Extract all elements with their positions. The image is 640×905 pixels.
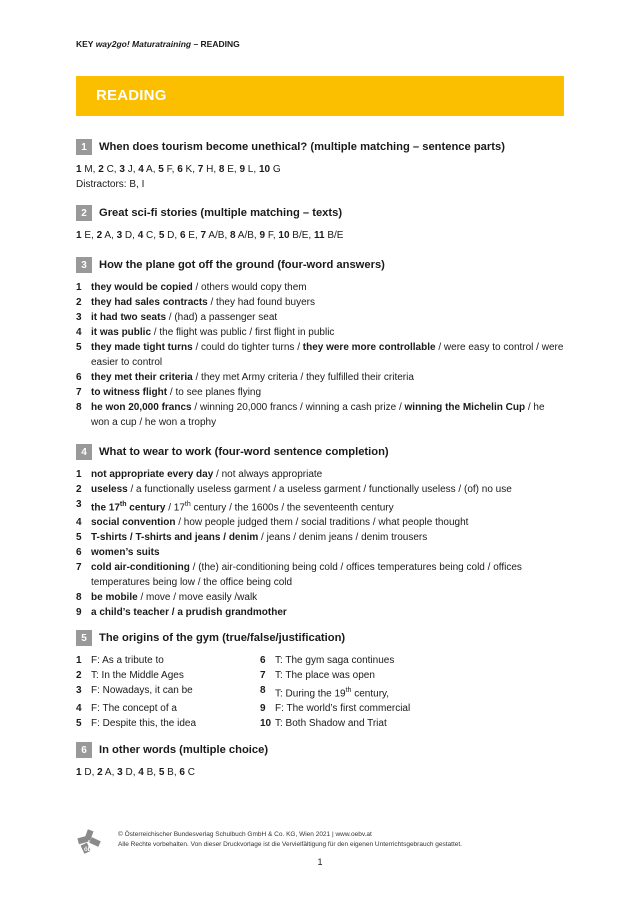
answer-value: K,: [182, 164, 198, 175]
section-number: 6: [76, 742, 92, 758]
item-number: 1: [76, 655, 82, 666]
answer-value: A/B,: [235, 230, 260, 241]
list-item: [76, 400, 564, 430]
question-number: 5: [158, 230, 165, 241]
answer-value: B,: [143, 767, 159, 778]
item-text: T: During the 19th century,: [275, 687, 390, 700]
item-text: T: The gym saga continues: [275, 655, 395, 666]
item-text: cold air-conditioning / (the) air-conditioning being cold / offices temperatures being cold / offices temperatures being low / the office being cold: [91, 562, 522, 589]
answer-value: B,: [164, 767, 180, 778]
answer-value: F,: [265, 230, 279, 241]
question-number: 2: [98, 164, 104, 175]
item-text: F: Nowadays, it can be: [91, 685, 193, 696]
question-number: 7: [197, 164, 204, 175]
tf-answer: [260, 668, 500, 683]
list-item: [76, 497, 564, 515]
tf-answer: [260, 683, 500, 701]
item-number: 10: [260, 718, 272, 730]
item-number: 6: [260, 655, 266, 666]
item-number: 1: [76, 469, 82, 480]
item-text: T: In the Middle Ages: [91, 670, 184, 681]
item-number: 8: [76, 592, 82, 604]
question-number: 8: [218, 164, 225, 175]
answer-value: B/E,: [289, 230, 314, 241]
item-number: 4: [76, 517, 82, 529]
section-6: [76, 741, 564, 780]
answer-value: E,: [224, 164, 240, 175]
section-5: [76, 629, 564, 731]
item-number: 3: [76, 685, 82, 696]
section-title: [76, 256, 564, 274]
answer-value: D,: [122, 767, 139, 778]
list-item: [76, 370, 564, 385]
tf-answer: [260, 653, 500, 668]
list-item: [76, 545, 564, 560]
item-text: they would be copied / others would copy them: [91, 282, 307, 293]
item-text: they had sales contracts / they had found buyers: [91, 297, 316, 308]
list-item: [76, 515, 564, 530]
item-number: 9: [76, 607, 82, 619]
list-item: [76, 467, 564, 482]
section-banner: [76, 76, 564, 116]
item-number: 7: [76, 562, 82, 574]
question-number: 6: [179, 230, 186, 241]
tf-answer: [76, 668, 260, 683]
item-number: 4: [76, 327, 82, 338]
item-number: 7: [76, 387, 82, 398]
list-item: [76, 280, 564, 295]
section-heading: The origins of the gym (true/false/justification): [99, 632, 346, 644]
item-number: 3: [76, 312, 82, 323]
distractors-line: Distractors: B, I: [76, 179, 145, 190]
item-text: T-shirts / T-shirts and jeans / denim / jeans / denim jeans / denim trousers: [91, 532, 428, 544]
tf-answer: [260, 701, 500, 716]
question-number: 1: [76, 164, 82, 175]
answer-value: F,: [163, 164, 178, 175]
section-3: [76, 256, 564, 430]
item-number: 4: [76, 703, 82, 715]
item-text: they met their criteria / they met Army criteria / they fulfilled their criteria: [91, 372, 414, 383]
item-text: the 17th century / 17th century / the 1600s / the seventeenth century: [91, 501, 394, 514]
list-item: [76, 340, 564, 370]
question-number: 1: [76, 230, 82, 241]
question-number: 4: [137, 230, 144, 241]
list-item: [76, 605, 564, 620]
publisher-logo: [76, 829, 102, 855]
rights-line: Alle Rechte vorbehalten. Von dieser Druckvorlage ist die Vervielfältigung für den eigenen Unterrichtsgebrauch gestattet.: [118, 841, 462, 848]
header-section: READING: [200, 39, 240, 49]
item-number: 5: [76, 718, 82, 730]
item-text: T: Both Shadow and Triat: [275, 718, 387, 730]
answer-value: B/E: [324, 230, 344, 241]
section-2: [76, 204, 564, 243]
question-number: 6: [179, 767, 185, 778]
question-number: 1: [76, 767, 82, 778]
item-text: F: As a tribute to: [91, 655, 164, 666]
question-number: 10: [278, 230, 290, 241]
question-number: 7: [200, 230, 207, 241]
list-item: [76, 560, 564, 590]
answer-value: A/B,: [206, 230, 231, 241]
question-number: 9: [259, 230, 266, 241]
item-text: he won 20,000 francs / winning 20,000 francs / winning a cash prize / winning the Michelin Cup / he won a cup / he won a trophy: [91, 402, 545, 428]
question-number: 3: [116, 230, 123, 241]
answer-value: C,: [143, 230, 159, 241]
answer-value: D,: [164, 230, 180, 241]
answer-value: M,: [81, 164, 99, 175]
answer-value: C: [184, 767, 195, 778]
answer-value: A,: [102, 230, 117, 241]
section-heading: In other words (multiple choice): [99, 744, 269, 756]
item-text: to witness flight / to see planes flying: [91, 387, 262, 398]
true-false-grid: [76, 653, 564, 731]
question-number: 6: [177, 164, 183, 175]
section-4: [76, 443, 564, 620]
item-number: 2: [76, 484, 82, 495]
item-text: T: The place was open: [275, 670, 375, 681]
answer-value: D,: [122, 230, 138, 241]
answer-value: E,: [185, 230, 201, 241]
answer-value: H,: [203, 164, 219, 175]
item-number: 6: [76, 372, 82, 383]
item-text: F: The concept of a: [91, 703, 177, 715]
list-item: [76, 530, 564, 545]
item-number: 6: [76, 547, 82, 559]
answer-value: J,: [124, 164, 139, 175]
section-heading: What to wear to work (four-word sentence completion): [99, 446, 389, 458]
item-number: 7: [260, 670, 266, 681]
copyright-line: © Österreichischer Bundesverlag Schulbuch GmbH & Co. KG, Wien 2021 | www.oebv.at: [118, 831, 372, 838]
list-item: [76, 310, 564, 325]
tf-answer: [260, 716, 500, 731]
tf-answer: [76, 653, 260, 668]
page-header: [76, 39, 240, 49]
question-number: 10: [258, 164, 271, 175]
question-number: 8: [230, 230, 236, 241]
list-item: [76, 295, 564, 310]
section-number: 1: [76, 139, 92, 155]
item-text: it was public / the flight was public / first flight in public: [91, 327, 335, 338]
answer-value: E,: [81, 230, 97, 241]
question-number: 3: [119, 164, 125, 175]
answer-value: C,: [103, 164, 120, 175]
section-title: [76, 741, 564, 759]
section-heading: How the plane got off the ground (four-word answers): [99, 259, 385, 271]
item-text: useless / a functionally useless garment / a useless garment / functionally useless / (of) no use: [91, 484, 512, 495]
question-number: 3: [117, 767, 123, 778]
answer-value: L,: [245, 164, 259, 175]
item-number: 1: [76, 282, 82, 293]
item-number: 9: [260, 703, 266, 715]
question-number: 9: [239, 164, 246, 175]
tf-answer: [76, 716, 260, 731]
question-number: 4: [138, 164, 144, 175]
item-number: 8: [260, 685, 266, 696]
publisher-logo-text: öbv: [84, 847, 95, 853]
item-text: F: The world’s first commercial: [275, 703, 411, 715]
item-number: 2: [76, 670, 82, 681]
section-1: [76, 138, 564, 192]
section-number: 2: [76, 205, 92, 221]
answer-value: A,: [143, 164, 159, 175]
section-title: [76, 443, 564, 461]
answer-line: [76, 162, 564, 177]
section-heading: When does tourism become unethical? (multiple matching – sentence parts): [99, 141, 505, 153]
tf-answer: [76, 701, 260, 716]
answer-line: [76, 765, 564, 780]
list-item: [76, 385, 564, 400]
answer-list: [76, 467, 564, 620]
list-item: [76, 482, 564, 497]
item-text: F: Despite this, the idea: [91, 718, 197, 730]
copyright-notice: [118, 830, 462, 850]
item-text: not appropriate every day / not always appropriate: [91, 469, 323, 480]
item-text: it had two seats / (had) a passenger seat: [91, 312, 278, 323]
list-item: [76, 325, 564, 340]
question-number: 11: [313, 230, 325, 241]
answer-value: A,: [102, 767, 118, 778]
answer-list: [76, 280, 564, 430]
list-item: [76, 590, 564, 605]
item-number: 5: [76, 342, 82, 353]
item-number: 2: [76, 297, 82, 308]
banner-label: READING: [96, 87, 167, 104]
answer-value: D,: [81, 767, 98, 778]
item-number: 5: [76, 532, 82, 544]
section-number: 5: [76, 630, 92, 646]
section-title: [76, 138, 564, 156]
question-number: 5: [158, 767, 165, 778]
answer-value: G: [270, 164, 281, 175]
item-number: 8: [76, 402, 82, 413]
section-number: 4: [76, 444, 92, 460]
section-number: 3: [76, 257, 92, 273]
item-text: women’s suits: [91, 547, 160, 559]
item-text: be mobile / move / move easily /walk: [91, 592, 258, 604]
item-text: a child’s teacher / a prudish grandmother: [91, 607, 287, 619]
tf-answer: [76, 683, 260, 701]
header-brand: way2go! Maturatraining: [95, 39, 192, 49]
header-prefix: KEY: [76, 39, 96, 49]
item-text: social convention / how people judged them / social traditions / what people thought: [91, 517, 469, 529]
section-title: [76, 204, 564, 222]
answer-line: [76, 228, 564, 243]
item-text: they made tight turns / could do tighter turns / they were more controllable / were easy to control / were easier to control: [91, 342, 564, 368]
header-separator: –: [191, 39, 201, 49]
question-number: 5: [158, 164, 164, 175]
page-number: 1: [317, 857, 323, 867]
question-number: 2: [96, 230, 103, 241]
item-number: 3: [76, 499, 82, 510]
section-heading: Great sci-fi stories (multiple matching – texts): [99, 207, 343, 219]
question-number: 2: [97, 767, 103, 778]
question-number: 4: [138, 767, 144, 778]
section-title: [76, 629, 564, 647]
